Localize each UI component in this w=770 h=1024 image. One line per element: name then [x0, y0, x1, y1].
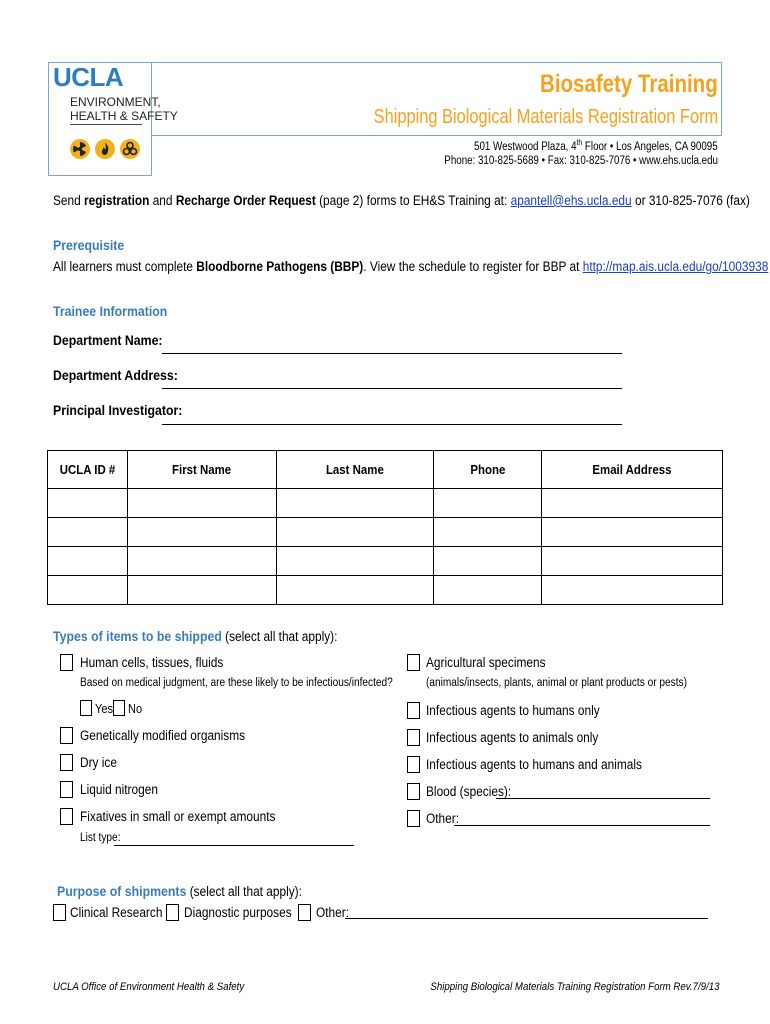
- table-cell[interactable]: [542, 518, 723, 547]
- items-heading: Types of items to be shipped (select all that apply):: [53, 628, 338, 644]
- table-cell[interactable]: [434, 489, 542, 518]
- dry-ice-label: Dry ice: [80, 755, 117, 770]
- table-row: [48, 547, 723, 576]
- footer-right: Shipping Biological Materials Training Registration Form Rev.7/9/13: [430, 981, 720, 993]
- agricultural-checkbox[interactable]: [407, 654, 420, 671]
- other-field[interactable]: [454, 825, 710, 826]
- blood-species-field[interactable]: [496, 798, 710, 799]
- table-cell[interactable]: [48, 576, 128, 605]
- dry-ice-checkbox[interactable]: [60, 754, 73, 771]
- blood-label: Blood (species):: [426, 784, 512, 799]
- table-cell[interactable]: [276, 547, 434, 576]
- column-header: Last Name: [276, 451, 434, 489]
- other-label: Other:: [426, 811, 460, 826]
- logo-ucla: UCLA: [53, 62, 124, 92]
- list-type-label: List type:: [80, 832, 121, 844]
- agricultural-note: (animals/insects, plants, animal or plant products or pests): [426, 677, 687, 689]
- table-cell[interactable]: [542, 576, 723, 605]
- yes-label: Yes: [95, 702, 113, 716]
- human-cells-checkbox[interactable]: [60, 654, 73, 671]
- column-header: Phone: [434, 451, 542, 489]
- page-title: Biosafety Training: [540, 70, 718, 98]
- radiation-icon: [70, 139, 90, 159]
- table-cell[interactable]: [48, 489, 128, 518]
- table-cell[interactable]: [276, 518, 434, 547]
- department-name-label: Department Name:: [53, 332, 163, 348]
- bbp-link[interactable]: http://map.ais.ucla.edu/go/1003938: [582, 259, 769, 274]
- agricultural-label: Agricultural specimens: [426, 655, 546, 670]
- table-cell[interactable]: [434, 576, 542, 605]
- table-cell[interactable]: [434, 518, 542, 547]
- infectious-humans-label: Infectious agents to humans only: [426, 703, 600, 718]
- human-cells-note: Based on medical judgment, are these likely to be infectious/infected?: [80, 677, 393, 689]
- purpose-other-checkbox[interactable]: [298, 904, 311, 921]
- infectious-both-label: Infectious agents to humans and animals: [426, 757, 642, 772]
- biohazard-icon: [120, 139, 140, 159]
- clinical-research-label: Clinical Research: [70, 905, 163, 920]
- logo-divider: [70, 124, 142, 125]
- gmo-label: Genetically modified organisms: [80, 728, 246, 743]
- table-cell[interactable]: [48, 518, 128, 547]
- purpose-other-field[interactable]: [345, 918, 708, 919]
- table-cell[interactable]: [542, 547, 723, 576]
- infectious-animals-label: Infectious agents to animals only: [426, 730, 599, 745]
- address: 501 Westwood Plaza, 4th Floor • Los Angeles, CA 90095: [474, 138, 718, 153]
- table-cell[interactable]: [127, 576, 276, 605]
- table-cell[interactable]: [542, 489, 723, 518]
- instructions: Send registration and Recharge Order Request (page 2) forms to EH&S Training at: apantell@ehs.ucla.edu or 310-825-7076 (fax): [53, 193, 750, 208]
- principal-investigator-field[interactable]: [162, 424, 622, 425]
- table-row: [48, 489, 723, 518]
- column-header: Email Address: [542, 451, 723, 489]
- no-label: No: [128, 702, 143, 716]
- table-cell[interactable]: [276, 576, 434, 605]
- fixatives-label: Fixatives in small or exempt amounts: [80, 809, 276, 824]
- principal-investigator-label: Principal Investigator:: [53, 402, 183, 418]
- clinical-research-checkbox[interactable]: [53, 904, 66, 921]
- trainee-table: [47, 450, 723, 605]
- footer-left: UCLA Office of Environment Health & Safety: [53, 981, 245, 993]
- table-cell[interactable]: [127, 489, 276, 518]
- diagnostic-label: Diagnostic purposes: [184, 905, 292, 920]
- department-address-label: Department Address:: [53, 367, 178, 383]
- table-cell[interactable]: [127, 518, 276, 547]
- contact-info: Phone: 310-825-5689 • Fax: 310-825-7076 • www.ehs.ucla.edu: [444, 155, 718, 167]
- blood-checkbox[interactable]: [407, 783, 420, 800]
- trainee-info-heading: Trainee Information: [53, 303, 168, 319]
- department-name-field[interactable]: [162, 353, 622, 354]
- table-cell[interactable]: [48, 547, 128, 576]
- fixatives-checkbox[interactable]: [60, 808, 73, 825]
- list-type-field[interactable]: [114, 845, 354, 846]
- table-row: [48, 518, 723, 547]
- table-cell[interactable]: [276, 489, 434, 518]
- page-subtitle: Shipping Biological Materials Registration Form: [373, 106, 718, 128]
- purpose-other-label: Other:: [316, 905, 350, 920]
- gmo-checkbox[interactable]: [60, 727, 73, 744]
- logo-line-1: ENVIRONMENT,: [70, 95, 161, 109]
- liquid-nitrogen-checkbox[interactable]: [60, 781, 73, 798]
- fire-icon: [95, 139, 115, 159]
- prerequisite-heading: Prerequisite: [53, 237, 125, 253]
- purpose-heading: Purpose of shipments (select all that apply):: [57, 883, 302, 899]
- logo-line-2: HEALTH & SAFETY: [70, 109, 178, 123]
- table-cell[interactable]: [434, 547, 542, 576]
- liquid-nitrogen-label: Liquid nitrogen: [80, 782, 158, 797]
- no-checkbox[interactable]: [113, 700, 125, 716]
- column-header: First Name: [127, 451, 276, 489]
- infectious-animals-checkbox[interactable]: [407, 729, 420, 746]
- prerequisite-text: All learners must complete Bloodborne Pathogens (BBP). View the schedule to register for BBP at http://map.ais.ucla.edu/go/1003938: [53, 259, 769, 274]
- table-cell[interactable]: [127, 547, 276, 576]
- department-address-field[interactable]: [162, 388, 622, 389]
- column-header: UCLA ID #: [48, 451, 128, 489]
- table-header-row: [48, 451, 723, 489]
- human-cells-label: Human cells, tissues, fluids: [80, 655, 224, 670]
- infectious-both-checkbox[interactable]: [407, 756, 420, 773]
- other-checkbox[interactable]: [407, 810, 420, 827]
- table-row: [48, 576, 723, 605]
- infectious-humans-checkbox[interactable]: [407, 702, 420, 719]
- yes-checkbox[interactable]: [80, 700, 92, 716]
- diagnostic-checkbox[interactable]: [166, 904, 179, 921]
- email-link[interactable]: apantell@ehs.ucla.edu: [510, 193, 632, 208]
